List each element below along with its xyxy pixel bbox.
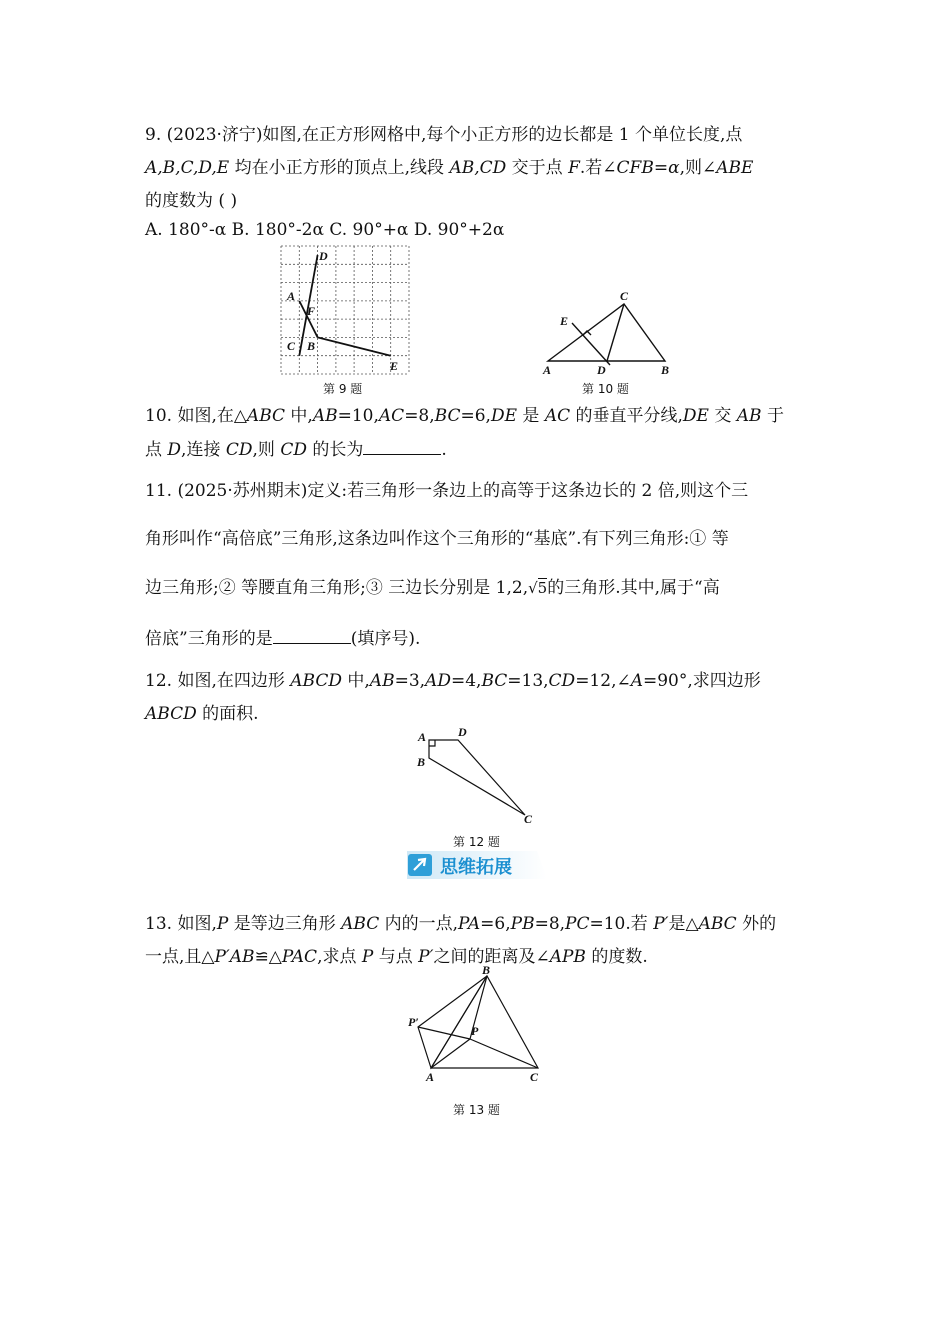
label-e: E [390, 359, 399, 373]
q12-var: CD [548, 671, 576, 691]
q13-text: 是等边三角形 [228, 914, 342, 934]
q13-var: P′AB [214, 947, 255, 967]
banner-title: 思维拓展 [440, 857, 512, 878]
q10-text: =8, [404, 406, 435, 426]
q12-text: =4, [450, 671, 482, 691]
section-banner [407, 851, 547, 879]
label-c: C [530, 1070, 539, 1084]
q10-var: DE [682, 406, 709, 426]
q9-angle-abe: ABE [716, 158, 754, 178]
q12-var: BC [481, 671, 508, 691]
label-f: F [307, 304, 316, 318]
label-e: E [560, 314, 569, 328]
q10-text: =6, [460, 406, 491, 426]
q13-var: P [361, 947, 374, 967]
q13-var: P′ [653, 914, 669, 934]
q13-text: 与点 [373, 947, 419, 967]
label-a: A [426, 1070, 435, 1084]
q9-text: 交于点 [506, 158, 569, 178]
q12-text: =3, [394, 671, 426, 691]
q9-line-1: 9. (2023·济宁)如图,在正方形网格中,每个小正方形的边长都是 1 个单位长度,点 [145, 125, 743, 145]
q10-caption: 第 10 题 [582, 382, 629, 396]
label-p-prime: P′ [408, 1015, 419, 1029]
q10-var: CD [280, 440, 307, 460]
q13-var: P′ [418, 947, 434, 967]
label-p: P [471, 1024, 479, 1038]
q11-radicand: 5 [537, 579, 548, 597]
q13-text: ,求点 [317, 947, 362, 967]
q13-text: 13. 如图, [145, 914, 217, 934]
q10-var: AB [736, 406, 762, 426]
q13-var: PB [510, 914, 535, 934]
triangle-abc [548, 304, 665, 361]
q12-var: AD [425, 671, 451, 691]
q11-answer-blank[interactable] [273, 627, 351, 644]
q10-var: AB [312, 406, 338, 426]
label-b: B [417, 755, 426, 769]
q9-figure [275, 240, 420, 380]
q9-caption: 第 9 题 [323, 382, 363, 396]
q13-var: PAC [281, 947, 318, 967]
q12-text: 的面积. [196, 704, 259, 724]
label-d: D [458, 725, 467, 739]
q12-var: AB [369, 671, 395, 691]
q12-var: ABCD [290, 671, 342, 691]
q11-line-3 [145, 577, 720, 599]
q13-text: 外的 [736, 914, 777, 934]
label-a: A [543, 363, 552, 377]
q10-text: 的长为 [306, 440, 364, 460]
q13-text: 内的一点, [379, 914, 459, 934]
q11-text: (填序号). [350, 629, 421, 649]
q12-text: =12,∠ [575, 671, 631, 691]
segment-cd [607, 304, 624, 361]
q12-var: A [630, 671, 643, 691]
label-d: D [319, 249, 328, 263]
label-c: C [287, 339, 296, 353]
q13-text: =8, [534, 914, 566, 934]
q10-text: 是 [517, 406, 545, 426]
q13-text: ≌△ [254, 947, 282, 967]
q10-text: ,则 [252, 440, 281, 460]
q9-text: ,则∠ [679, 158, 717, 178]
q11-text: 倍底”三角形的是 [145, 629, 273, 649]
q10-text: . [441, 440, 447, 460]
quadrilateral-abcd [429, 740, 525, 815]
label-b: B [661, 363, 670, 377]
q10-var: BC [434, 406, 461, 426]
q13-figure [400, 962, 550, 1087]
q10-text: ,连接 [181, 440, 226, 460]
q12-text: =13, [507, 671, 549, 691]
triangle-p-prime-ab [418, 976, 487, 1068]
q13-var: PA [458, 914, 481, 934]
label-d: D [597, 363, 606, 377]
q12-line-2 [145, 703, 259, 725]
q10-text: 中, [285, 406, 313, 426]
segment-be [318, 337, 391, 355]
segment-pc [470, 1039, 538, 1068]
pen-icon [407, 851, 433, 879]
label-a: A [418, 730, 427, 744]
q10-text: 点 [145, 440, 168, 460]
q9-line-3: 的度数为 ( ) [145, 191, 238, 211]
q10-line-1 [145, 405, 784, 427]
q10-answer-blank[interactable] [363, 438, 441, 455]
q11-text: 的三角形.其中,属于“高 [547, 578, 720, 598]
q13-line-1 [145, 913, 776, 935]
q11-line-4 [145, 627, 420, 650]
q13-text: 之间的距离及∠ [433, 947, 550, 967]
q9-line-2 [145, 157, 753, 179]
q13-line-2 [145, 946, 648, 968]
q12-line-1 [145, 670, 761, 692]
q13-text: 是△ [668, 914, 699, 934]
q13-var: P [216, 914, 229, 934]
q10-var: AC [378, 406, 405, 426]
sqrt-icon: √ [528, 579, 538, 597]
q12-var: ABCD [145, 704, 197, 724]
q13-text: =6, [480, 914, 511, 934]
q10-text: 10. 如图,在△ [145, 406, 247, 426]
q13-var: ABC [698, 914, 737, 934]
q9-segments: AB,CD [449, 158, 507, 178]
q10-var: CD [225, 440, 253, 460]
right-angle-mark [429, 740, 435, 746]
q13-caption: 第 13 题 [453, 1103, 500, 1117]
label-c: C [620, 289, 629, 303]
q12-text: 12. 如图,在四边形 [145, 671, 291, 691]
triangle-abc [431, 976, 538, 1068]
q10-figure [538, 285, 678, 380]
q10-text: 交 [708, 406, 737, 426]
right-angle-mark [583, 331, 591, 335]
q13-text: 一点,且△ [145, 947, 215, 967]
q10-var: DE [490, 406, 517, 426]
q12-figure [410, 720, 540, 830]
q9-options: A. 180°-α B. 180°-2α C. 90°+α D. 90°+2α [145, 220, 505, 240]
q11-line-2: 角形叫作“高倍底”三角形,这条边叫作这个三角形的“基底”.有下列三角形:① 等 [145, 529, 729, 549]
q10-var: ABC [246, 406, 286, 426]
q10-line-2 [145, 438, 447, 461]
q9-text: 均在小正方形的顶点上,线段 [229, 158, 450, 178]
q12-caption: 第 12 题 [453, 835, 500, 849]
q9-points: A,B,C,D,E [145, 158, 230, 178]
q13-var: APB [549, 947, 586, 967]
q13-text: =10.若 [589, 914, 654, 934]
q11-text: 边三角形;② 等腰直角三角形;③ 三边长分别是 1,2, [145, 578, 529, 598]
q9-point-f: F [568, 158, 580, 178]
label-b: B [307, 339, 316, 353]
segment-pa [431, 1039, 470, 1068]
q13-var: PC [565, 914, 590, 934]
q13-text: 的度数. [585, 947, 648, 967]
q13-var: ABC [341, 914, 380, 934]
q10-text: 的垂直平分线, [570, 406, 683, 426]
q12-text: =90°,求四边形 [643, 671, 761, 691]
q10-text: 于 [761, 406, 784, 426]
q9-text: .若∠ [579, 158, 617, 178]
q12-text: 中, [341, 671, 370, 691]
label-a: A [287, 289, 296, 303]
q9-angle: CFB=α [616, 158, 680, 178]
segment-pp-prime [418, 1027, 470, 1039]
q10-text: =10, [337, 406, 379, 426]
q11-line-1: 11. (2025·苏州期末)定义:若三角形一条边上的高等于这条边长的 2 倍,则这个三 [145, 481, 749, 501]
q10-var: D [167, 440, 182, 460]
label-b: B [482, 963, 491, 977]
q10-var: AC [544, 406, 571, 426]
label-c: C [524, 812, 533, 826]
